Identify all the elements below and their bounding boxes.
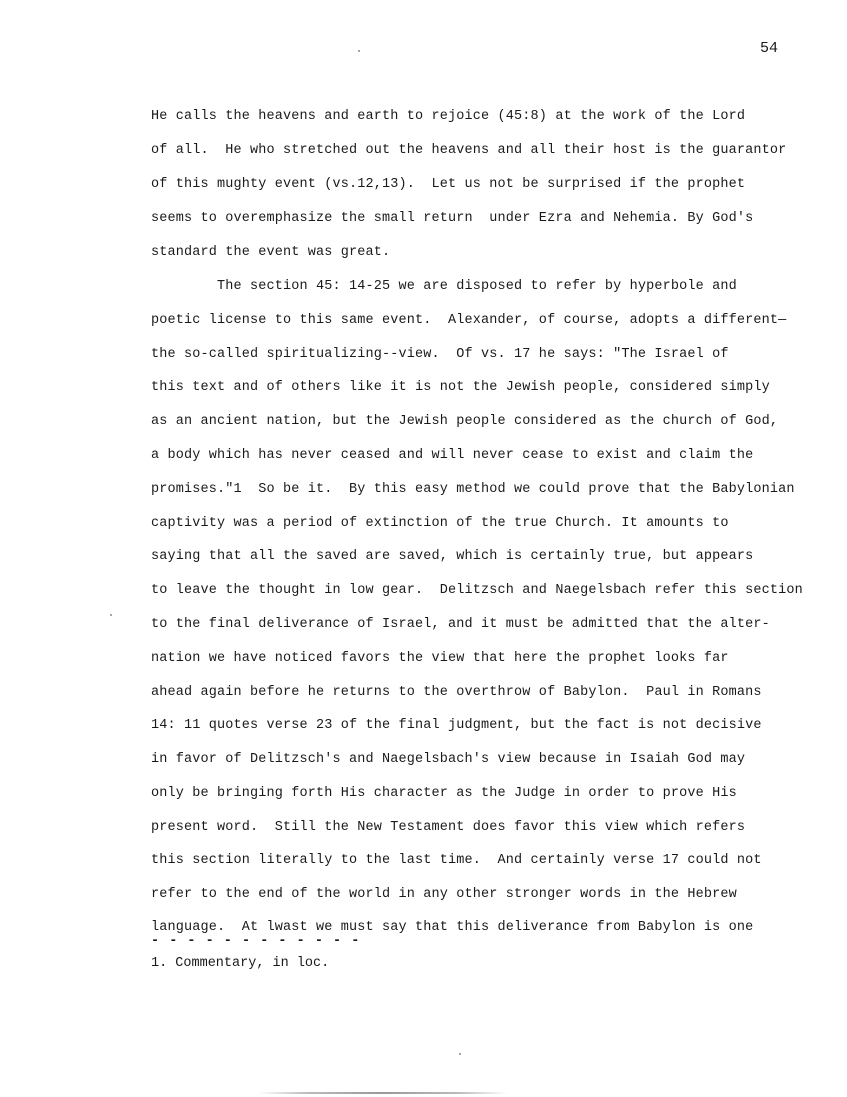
scan-speck — [110, 614, 112, 616]
text-line: The section 45: 14-25 we are disposed to refer by hyperbole and — [151, 279, 737, 294]
text-line: 14: 11 quotes verse 23 of the final judgment, but the fact is not decisive — [151, 718, 762, 733]
page-number: 54 — [760, 40, 779, 57]
text-line: a body which has never ceased and will never cease to exist and claim the — [151, 448, 754, 463]
text-line: ahead again before he returns to the overthrow of Babylon. Paul in Romans — [151, 685, 762, 700]
text-line: to the final deliverance of Israel, and it must be admitted that the alter- — [151, 617, 770, 632]
text-line: seems to overemphasize the small return under Ezra and Nehemia. By God's — [151, 211, 754, 226]
text-line: this text and of others like it is not the Jewish people, considered simply — [151, 380, 770, 395]
text-line: as an ancient nation, but the Jewish people considered as the church of God, — [151, 414, 779, 429]
text-line: to leave the thought in low gear. Delitzsch and Naegelsbach refer this section — [151, 583, 803, 598]
text-line: language. At lwast we must say that this deliverance from Babylon is one — [151, 920, 754, 935]
text-line: of this mughty event (vs.12,13). Let us not be surprised if the prophet — [151, 177, 746, 192]
footnote: 1. Commentary, in loc. — [151, 956, 330, 971]
text-line: nation we have noticed favors the view that here the prophet looks far — [151, 651, 729, 666]
text-line: captivity was a period of extinction of the true Church. It amounts to — [151, 516, 729, 531]
text-line: this section literally to the last time. And certainly verse 17 could not — [151, 853, 762, 868]
text-line: promises."1 So be it. By this easy method we could prove that the Babylonian — [151, 482, 795, 497]
scan-artifact — [258, 1092, 508, 1094]
text-line: of all. He who stretched out the heavens and all their host is the guarantor — [151, 143, 787, 158]
text-line: poetic license to this same event. Alexander, of course, adopts a different— — [151, 313, 787, 328]
scan-speck — [358, 50, 360, 52]
text-line: standard the event was great. — [151, 245, 391, 260]
scan-speck — [459, 1053, 461, 1055]
text-line: present word. Still the New Testament does favor this view which refers — [151, 820, 746, 835]
text-line: refer to the end of the world in any other stronger words in the Hebrew — [151, 887, 737, 902]
text-line: He calls the heavens and earth to rejoice (45:8) at the work of the Lord — [151, 109, 746, 124]
text-line: the so-called spiritualizing--view. Of vs. 17 he says: "The Israel of — [151, 347, 729, 362]
footnote-divider: - - - - - - - - - - - - — [151, 934, 361, 949]
text-line: only be bringing forth His character as the Judge in order to prove His — [151, 786, 737, 801]
text-line: saying that all the saved are saved, which is certainly true, but appears — [151, 549, 754, 564]
text-line: in favor of Delitzsch's and Naegelsbach's view because in Isaiah God may — [151, 752, 746, 767]
